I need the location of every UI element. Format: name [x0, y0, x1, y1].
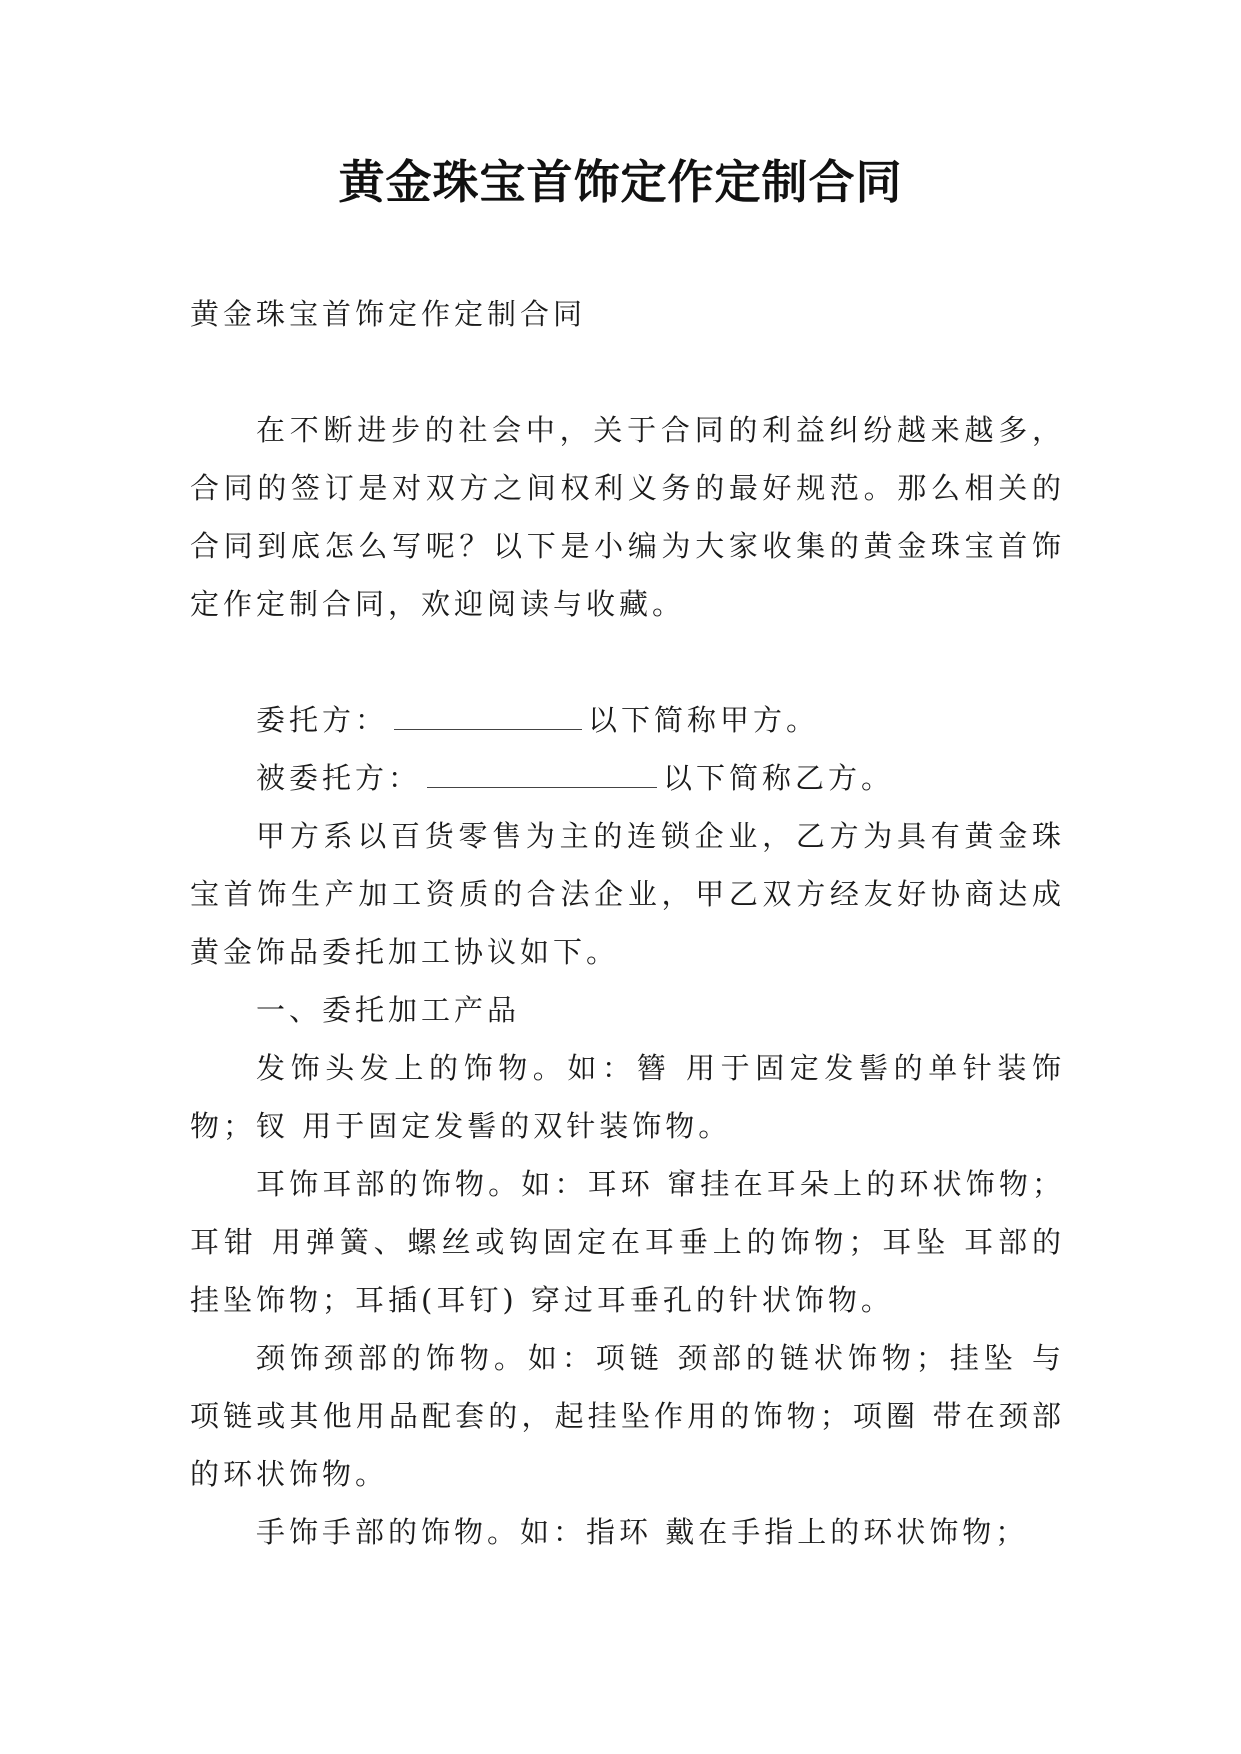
section-heading: 一、委托加工产品: [256, 993, 521, 1027]
item-hand-ornaments: 手饰手部的饰物。如：指环 戴在手指上的环状饰物；: [256, 1515, 1029, 1549]
party-b-label: 被委托方：: [256, 761, 422, 795]
party-a-line: [190, 691, 1065, 749]
party-b-suffix: 以下简称乙方。: [663, 761, 895, 795]
item-neck-ornaments: 颈饰颈部的饰物。如：项链 颈部的链状饰物；挂坠 与项链或其他用品配套的，起挂坠作用的饰物；项圈 带在颈部的环状饰物。: [190, 1341, 1065, 1491]
preamble-paragraph: 甲方系以百货零售为主的连锁企业，乙方为具有黄金珠宝首饰生产加工资质的合法企业，甲乙双方经友好协商达成黄金饰品委托加工协议如下。: [190, 819, 1065, 969]
item-ear-ornaments: 耳饰耳部的饰物。如：耳环 窜挂在耳朵上的环状饰物；耳钳 用弹簧、螺丝或钩固定在耳垂上的饰物；耳坠 耳部的挂坠饰物；耳插(耳钉) 穿过耳垂孔的针状饰物。: [190, 1167, 1065, 1317]
party-a-blank-field: [394, 699, 582, 730]
party-a-suffix: 以下简称甲方。: [588, 703, 820, 737]
intro-paragraph: 在不断进步的社会中，关于合同的利益纠纷越来越多，合同的签订是对双方之间权利义务的最好规范。那么相关的合同到底怎么写呢？以下是小编为大家收集的黄金珠宝首饰定作定制合同，欢迎阅读与收藏。: [190, 413, 1065, 621]
party-b-line: [190, 749, 1065, 807]
document-title: 黄金珠宝首饰定作定制合同: [338, 155, 903, 209]
item-hair-ornaments: 发饰头发上的饰物。如：簪 用于固定发髻的单针装饰物；钗 用于固定发髻的双针装饰物。: [190, 1051, 1065, 1143]
document-subtitle: 黄金珠宝首饰定作定制合同: [190, 297, 587, 331]
party-b-blank-field: [427, 757, 657, 788]
party-a-label: 委托方：: [256, 703, 389, 737]
document-body: [190, 285, 1065, 1561]
